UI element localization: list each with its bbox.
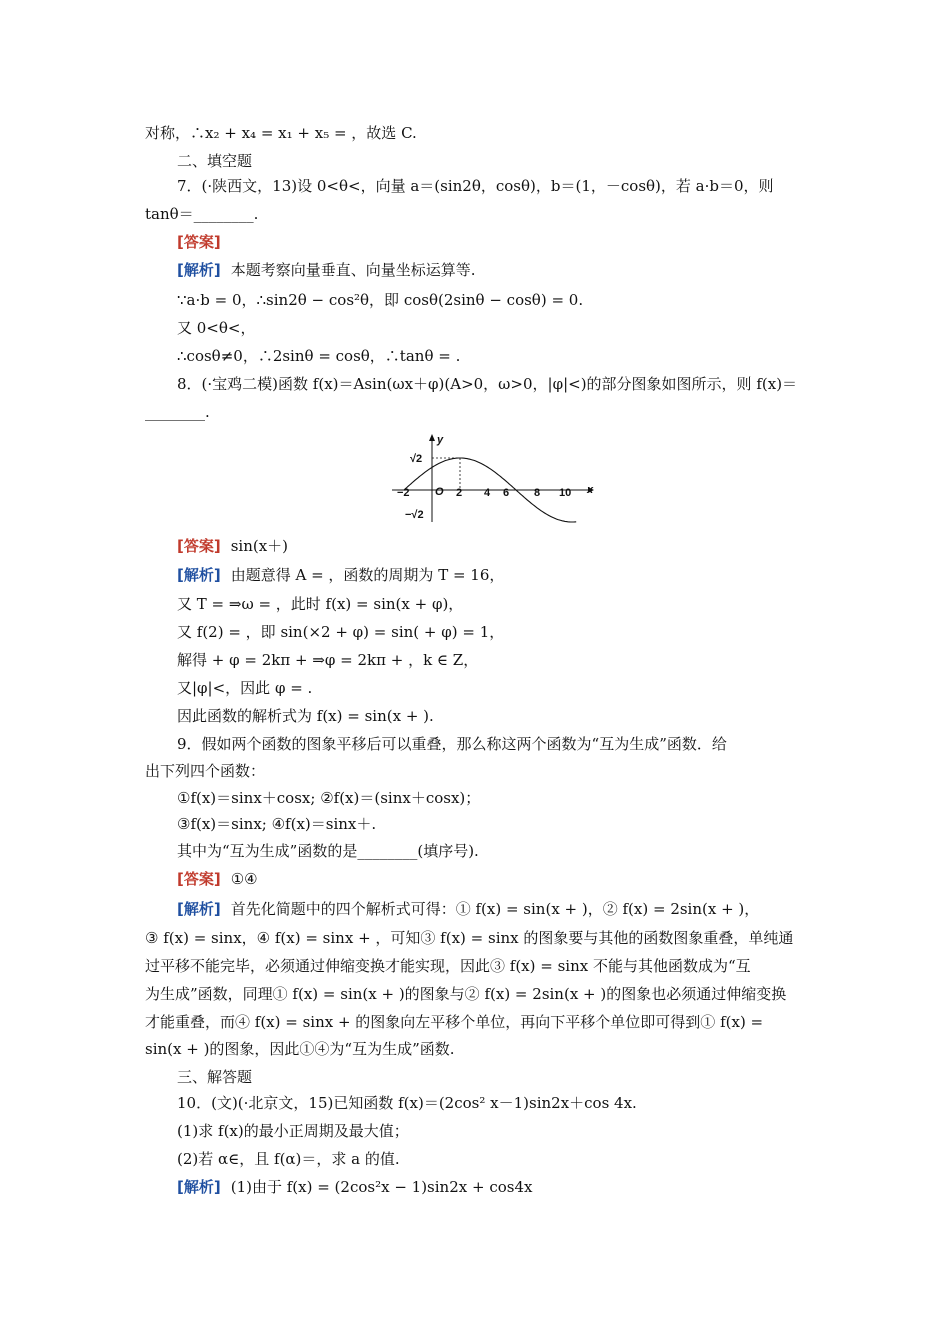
analysis-line bbox=[177, 898, 810, 920]
text-line: 又 0<θ<， bbox=[177, 319, 256, 337]
y-axis-label: y bbox=[437, 434, 444, 446]
analysis-text: 由题意得 A = ，函数的周期为 T = 16， bbox=[230, 566, 505, 584]
analysis-tag: [解析] bbox=[177, 1178, 221, 1196]
x-tick-8: 8 bbox=[534, 487, 541, 499]
analysis-tag: [解析] bbox=[177, 900, 221, 918]
question-8: 8．(·宝鸡二模)函数 f(x)＝Asin(ωx＋φ)(A>0，ω>0，|φ|<)的部分图象如图所示，则 f(x)＝ bbox=[177, 375, 798, 393]
analysis-tag: [解析] bbox=[177, 566, 221, 584]
question-7-blank: tanθ＝________. bbox=[145, 205, 259, 223]
y-tick-neg-sqrt2: −√2 bbox=[405, 509, 424, 521]
answer-text: sin(x＋) bbox=[230, 537, 289, 555]
analysis-text: 本题考察向量垂直、向量坐标运算等. bbox=[230, 261, 476, 279]
answer-tag: [答案] bbox=[177, 537, 221, 555]
text-line: 为生成”函数，同理① f(x) = sin(x + )的图象与② f(x) = 2sin(x + )的图象也必须通过伸缩变换 bbox=[145, 985, 787, 1003]
answer-tag: [答案] bbox=[177, 233, 221, 251]
answer-line bbox=[177, 868, 810, 890]
text-line: ∵a·b = 0，∴sin2θ − cos²θ，即 cosθ(2sinθ − cosθ) = 0. bbox=[177, 291, 584, 309]
y-axis-arrow bbox=[429, 434, 435, 441]
y-tick-sqrt2: √2 bbox=[410, 453, 423, 465]
text-line: ③f(x)＝sinx; ④f(x)＝sinx＋. bbox=[177, 815, 377, 833]
text-line: 对称，∴x₂ + x₄ = x₁ + x₅ = ，故选 C. bbox=[145, 124, 417, 142]
answer-label bbox=[177, 231, 810, 253]
analysis-text: 首先化简题中的四个解析式可得：① f(x) = sin(x + )，② f(x) = 2sin(x + )， bbox=[230, 900, 760, 918]
function-graph bbox=[388, 430, 598, 526]
question-9-blank: 其中为“互为生成”函数的是________(填序号). bbox=[177, 842, 479, 860]
answer-tag: [答案] bbox=[177, 870, 221, 888]
analysis-line bbox=[177, 259, 810, 281]
x-tick-6: 6 bbox=[503, 487, 510, 499]
text-line: 出下列四个函数： bbox=[145, 762, 266, 780]
text-line: 因此函数的解析式为 f(x) = sin(x + ). bbox=[177, 707, 434, 725]
text-line: 才能重叠，而④ f(x) = sinx + 的图象向左平移个单位，再向下平移个单位即可得到① f(x) = bbox=[145, 1013, 764, 1031]
text-line: sin(x + )的图象，因此①④为“互为生成”函数. bbox=[145, 1040, 455, 1058]
question-9: 9．假如两个函数的图象平移后可以重叠，那么称这两个函数为“互为生成”函数．给 bbox=[177, 735, 727, 753]
text-line: 又 f(2) = ，即 sin(×2 + φ) = sin( + φ) = 1， bbox=[177, 623, 505, 641]
answer-text: ①④ bbox=[230, 870, 258, 888]
question-8-blank: ________. bbox=[145, 403, 210, 421]
x-axis-label: x bbox=[587, 484, 594, 496]
text-line: ①f(x)＝sinx＋cosx; ②f(x)＝(sinx＋cosx)； bbox=[177, 789, 481, 807]
analysis-line bbox=[177, 564, 810, 586]
text-line: 又|φ|<，因此 φ = . bbox=[177, 679, 313, 697]
question-7: 7．(·陕西文，13)设 0<θ<，向量 a＝(sin2θ，cosθ)，b＝(1，－cosθ)，若 a·b＝0，则 bbox=[177, 177, 774, 195]
x-tick-neg2: −2 bbox=[397, 487, 410, 499]
x-tick-2: 2 bbox=[456, 487, 463, 499]
section-heading: 二、填空题 bbox=[177, 152, 253, 170]
text-line: ∴cosθ≠0，∴2sinθ = cosθ，∴tanθ = . bbox=[177, 347, 461, 365]
origin-label: O bbox=[435, 486, 444, 498]
text-line: 解得 + φ = 2kπ + ⇒φ = 2kπ + ，k ∈ Z， bbox=[177, 651, 479, 669]
text-line: (2)若 α∈，且 f(α)＝，求 a 的值. bbox=[177, 1150, 400, 1168]
question-10: 10．(文)(·北京文，15)已知函数 f(x)＝(2cos² x－1)sin2x＋cos 4x. bbox=[177, 1094, 637, 1112]
section-heading: 三、解答题 bbox=[177, 1068, 253, 1086]
text-line: (1)求 f(x)的最小正周期及最大值； bbox=[177, 1122, 409, 1140]
analysis-text: (1)由于 f(x) = (2cos²x − 1)sin2x + cos4x bbox=[230, 1178, 533, 1196]
x-tick-10: 10 bbox=[559, 487, 572, 499]
analysis-tag: [解析] bbox=[177, 261, 221, 279]
text-line: 过平移不能完毕，必须通过伸缩变换才能实现，因此③ f(x) = sinx 不能与其他函数成为“互 bbox=[145, 957, 751, 975]
x-tick-4: 4 bbox=[484, 487, 491, 499]
text-line: ③ f(x) = sinx，④ f(x) = sinx + ，可知③ f(x) = sinx 的图象要与其他的函数图象重叠，单纯通 bbox=[145, 929, 794, 947]
answer-line bbox=[177, 535, 810, 557]
analysis-line bbox=[177, 1176, 810, 1198]
text-line: 又 T = ⇒ω = ，此时 f(x) = sin(x + φ)， bbox=[177, 595, 464, 613]
